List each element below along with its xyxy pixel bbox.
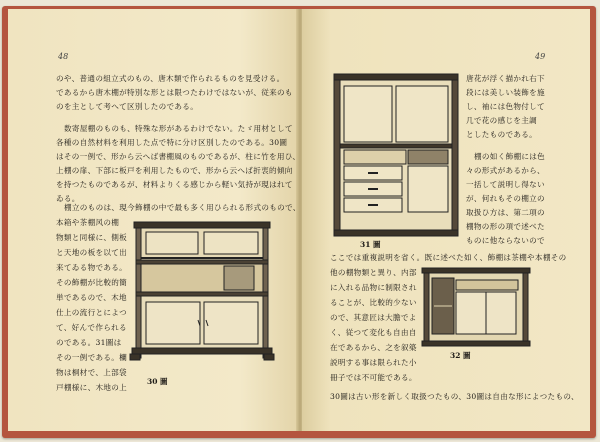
text-line: に入れる品物に制限され	[330, 283, 417, 292]
text-line: としたものである。	[466, 130, 538, 139]
text-line: 々の形式があるから、	[466, 166, 545, 175]
text-line: その一例である。欄	[56, 353, 128, 362]
text-line: 上棚の扉、下部に板戸を利用したもので、形から云へば折衷的傾向	[56, 166, 293, 175]
text-line: のを主として考へて区別したのである。	[56, 102, 199, 111]
text-line: と天地の板を以て出	[56, 248, 128, 257]
text-line: その飾棚が比較的簡	[56, 278, 128, 287]
text-line: のである。31圖は	[56, 338, 122, 347]
text-line: が、何れもその棚立の	[466, 194, 545, 203]
text-line: ここでは重複説明を省く。既に述べた如く、飾棚は茶棚や本棚その	[330, 253, 567, 262]
text-line: 30圖は古い形を新しく取扱つたもの、30圖は自由な形によつたもの、	[330, 392, 579, 401]
figure-30-caption: 30 圖	[147, 377, 168, 386]
text-line: であるから唐木棚が特別な形とは限つたわけではないが、従来のも	[56, 88, 293, 97]
text-line: 唐花が浮く描かれ右下	[466, 74, 545, 83]
right-page-number: 49	[535, 52, 546, 61]
figure-32-caption: 32 圖	[450, 351, 471, 360]
text-line: 段には美しい装飾を施	[466, 88, 545, 97]
left-page-number: 48	[58, 52, 69, 61]
text-line: 一括して説明し得ない	[466, 180, 545, 189]
text-line: を持つたものであるが、材料よりくる感じから軽い気持が現はれて	[56, 180, 293, 189]
text-line: 他の棚物類と異り、内部	[330, 268, 417, 277]
text-line: 本箱や茶棚风の棚	[56, 218, 120, 227]
text-line: 物は桐材で、上部袋	[56, 368, 127, 377]
text-line: く、従つて変化も自由自	[330, 328, 417, 337]
text-line: 在であるから、之を叙築	[330, 343, 417, 352]
text-line: 冊子では不可能である。	[330, 373, 417, 382]
text-line: 棚物の形の項で述べた	[466, 222, 545, 231]
text-line: ものに他ならないので	[466, 236, 545, 245]
text-line: 戸棚様に、木地の上	[56, 383, 128, 392]
text-line: て、好んで作られる	[56, 323, 127, 332]
text-line: 棚立のものは、現今飾棚の中で最も多く用ひられる形式のもので、	[64, 203, 301, 212]
text-line: 仕上の流行とによつ	[56, 308, 128, 317]
text-line: 数寄屋棚のものも、特殊な形があるわけでない。たゞ用材として	[64, 124, 293, 133]
text-line: 取扱ひ方は、第二項の	[466, 208, 545, 217]
text-line: 棚の如く飾棚には色	[474, 152, 546, 161]
figure-31-cabinet-illustration	[330, 72, 462, 240]
text-line: 各種の自然材料を利用した点で特に分け区別したのである。30圖	[56, 138, 288, 147]
text-line: 説明する事は限られた小	[330, 358, 417, 367]
figure-30-cabinet-illustration	[128, 220, 278, 370]
text-line: 来てゐる物である。	[56, 263, 128, 272]
text-line: ることが、比較的少ない	[330, 298, 417, 307]
figure-32-cabinet-illustration	[420, 266, 532, 348]
text-line: ゐる。	[56, 194, 80, 203]
text-line: し、袖には色物付して	[466, 102, 545, 111]
text-line: はその一例で、形から云へば書棚風のものであるが、柱に竹を用ひ、	[56, 152, 301, 161]
text-line: 物類と同様に、側板	[56, 233, 128, 242]
text-line: 几で花の感じを主調	[466, 116, 538, 125]
text-line: ので、其意匠は大膽でよ	[330, 313, 417, 322]
text-line: 単であるので、木地	[56, 293, 127, 302]
figure-31-caption: 31 圖	[360, 240, 381, 249]
text-line: のや、普通の組立式のもの、唐木類で作られるものを見受ける。	[56, 74, 285, 83]
